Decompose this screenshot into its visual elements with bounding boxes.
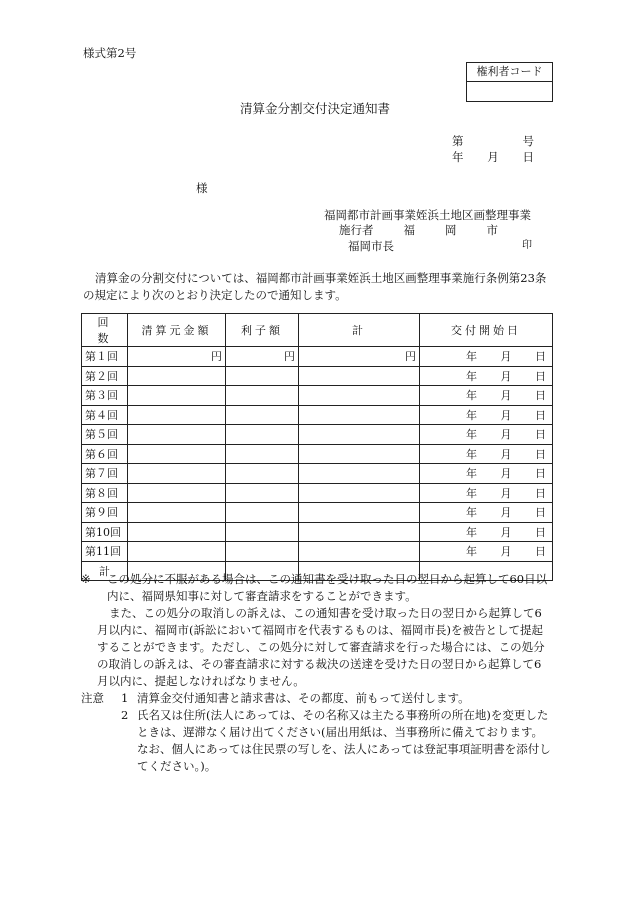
header-total: 計: [299, 314, 420, 347]
date-year: 年: [466, 525, 477, 539]
appeal-mark: ※: [81, 572, 91, 586]
installment-label: 第５回: [82, 425, 128, 445]
total-cell: [299, 405, 420, 425]
header-start-date: 交付開始日: [420, 314, 553, 347]
table-row: [82, 483, 553, 503]
installment-label: 第８回: [82, 483, 128, 503]
total-cell: [299, 503, 420, 523]
header-principal: 清算元金額: [128, 314, 226, 347]
total-cell: [299, 425, 420, 445]
table-row: [82, 366, 553, 386]
principal-cell: [128, 347, 226, 367]
start-date-cell: [420, 464, 553, 484]
total-row-label: 計: [82, 561, 128, 581]
installment-label: 第６回: [82, 444, 128, 464]
issuer-project: 福岡都市計画事業姪浜土地区画整理事業: [324, 208, 531, 222]
date-month: 月: [500, 545, 512, 559]
start-date-cell: [420, 347, 553, 367]
date-day: 日: [535, 545, 546, 559]
date-day: 日: [535, 506, 546, 520]
issue-date-month: 月: [487, 150, 499, 164]
total-cell: [299, 444, 420, 464]
total-cell: [299, 347, 420, 367]
date-year: 年: [466, 369, 477, 383]
interest-cell: [226, 503, 299, 523]
principal-cell: [128, 405, 226, 425]
principal-cell: [128, 522, 226, 542]
date-year: 年: [466, 350, 477, 364]
issuer-mayor: 福岡市長: [348, 239, 394, 253]
installment-label: 第３回: [82, 386, 128, 406]
start-date-cell: [420, 366, 553, 386]
principal-cell: [128, 366, 226, 386]
start-date-cell: [420, 522, 553, 542]
start-date-cell: [420, 483, 553, 503]
caution-label: 注意: [81, 691, 104, 705]
installment-label: 第２回: [82, 366, 128, 386]
date-month: 月: [500, 447, 512, 461]
interest-cell: [226, 386, 299, 406]
date-month: 月: [500, 389, 512, 403]
table-row: [82, 503, 553, 523]
date-day: 日: [535, 447, 546, 461]
principal-cell: [128, 464, 226, 484]
rights-holder-code-box: [466, 62, 553, 102]
interest-cell: [226, 425, 299, 445]
table-row: [82, 464, 553, 484]
principal-cell: [128, 425, 226, 445]
table-row: [82, 444, 553, 464]
principal-cell: [128, 483, 226, 503]
date-year: 年: [466, 389, 477, 403]
interest-cell: [226, 444, 299, 464]
executor-city-char: 福: [403, 223, 415, 237]
installment-label: 第10回: [82, 522, 128, 542]
interest-cell: [226, 366, 299, 386]
issue-date-year: 年: [452, 150, 464, 164]
yen-unit: 円: [284, 350, 295, 364]
date-year: 年: [466, 408, 477, 422]
total-cell: [299, 483, 420, 503]
yen-unit: 円: [211, 350, 222, 364]
principal-cell: [128, 444, 226, 464]
start-date-cell: [420, 444, 553, 464]
date-day: 日: [535, 525, 546, 539]
date-year: 年: [466, 447, 477, 461]
date-month: 月: [500, 506, 512, 520]
date-day: 日: [535, 369, 546, 383]
date-month: 月: [500, 350, 512, 364]
caution-note-1: [81, 690, 551, 707]
form-number: 様式第2号: [83, 46, 137, 60]
page-title: 清算金分割交付決定通知書: [239, 101, 390, 116]
total-cell: [299, 366, 420, 386]
interest-cell: [226, 347, 299, 367]
date-year: 年: [466, 545, 477, 559]
executor-label: 施行者: [339, 223, 374, 237]
table-row: [82, 425, 553, 445]
date-day: 日: [535, 428, 546, 442]
table-header-row: [82, 314, 553, 347]
caution-number: 1: [121, 691, 129, 705]
rights-holder-code-value: [467, 82, 552, 101]
table-row: [82, 542, 553, 562]
rights-holder-code-label: 権利者コード: [467, 63, 552, 82]
total-cell: [299, 386, 420, 406]
table-row: [82, 386, 553, 406]
appeal-text-1: この処分に不服がある場合は、この通知書を受け取った日の翌日から起算して60日以内に、福岡県知事に対して審査請求をすることができます。: [107, 572, 548, 603]
start-date-cell: [420, 405, 553, 425]
addressee-honorific: 様: [196, 181, 208, 195]
installment-label: 第１回: [82, 347, 128, 367]
doc-number-dai: 第: [452, 134, 464, 148]
table-row: [82, 522, 553, 542]
caution-text-1: 清算金交付通知書と請求書は、その都度、前もって送付します。: [137, 691, 470, 705]
table-row: [82, 347, 553, 367]
document-number: [452, 135, 534, 149]
date-year: 年: [466, 506, 477, 520]
appeal-note-2: [81, 605, 551, 690]
header-installment: 回 数: [82, 314, 128, 347]
principal-cell: [128, 386, 226, 406]
issuer-executor: [339, 224, 498, 238]
executor-city-char: 岡: [445, 223, 457, 237]
start-date-cell: [420, 425, 553, 445]
doc-number-go: 号: [522, 134, 534, 148]
interest-cell: [226, 522, 299, 542]
date-year: 年: [466, 467, 477, 481]
installment-label: 第11回: [82, 542, 128, 562]
interest-cell: [226, 464, 299, 484]
date-month: 月: [500, 428, 512, 442]
seal-mark: 印: [522, 240, 532, 251]
body-paragraph: [83, 270, 553, 304]
table-row: [82, 405, 553, 425]
installment-label: 第７回: [82, 464, 128, 484]
issue-date: [452, 151, 534, 165]
date-month: 月: [500, 369, 512, 383]
date-month: 月: [500, 525, 512, 539]
date-day: 日: [535, 467, 546, 481]
executor-city-char: 市: [486, 223, 498, 237]
total-cell: [299, 542, 420, 562]
total-cell: [299, 464, 420, 484]
principal-cell: [128, 503, 226, 523]
notes-section: [81, 571, 551, 775]
appeal-note-1: [81, 571, 551, 605]
date-month: 月: [500, 467, 512, 481]
start-date-cell: [420, 542, 553, 562]
interest-cell: [226, 542, 299, 562]
date-year: 年: [466, 428, 477, 442]
date-month: 月: [500, 486, 512, 500]
appeal-text-2: また、この処分の取消しの訴えは、この通知書を受け取った日の翌日から起算して6月以内に、福岡市(訴訟において福岡市を代表するものは、福岡市長)を被告として提起することができます。ただし、この処分に対して審査請求を行った場合には、この処分の取消しの訴えは、その審査請求に対する裁決の送達を受けた日の翌日から起算して6月以内に、提起しなければなりません。: [97, 606, 545, 688]
installment-label: 第４回: [82, 405, 128, 425]
interest-cell: [226, 405, 299, 425]
date-year: 年: [466, 486, 477, 500]
start-date-cell: [420, 503, 553, 523]
installment-schedule-table: [81, 313, 553, 581]
interest-cell: [226, 483, 299, 503]
date-day: 日: [535, 486, 546, 500]
principal-cell: [128, 542, 226, 562]
yen-unit: 円: [405, 350, 416, 364]
issue-date-day: 日: [522, 150, 534, 164]
header-interest: 利子額: [226, 314, 299, 347]
caution-text-2: 氏名又は住所(法人にあっては、その名称又は主たる事務所の所在地)を変更したときは、遅滞なく届け出てください(届出用紙は、当事務所に備えております。なお、個人にあっては住民票の写しを、法人にあっては登記事項証明書を添付してください。)。: [137, 708, 551, 773]
date-day: 日: [535, 408, 546, 422]
body-text: 清算金の分割交付については、福岡都市計画事業姪浜土地区画整理事業施行条例第23条の規定により次のとおり決定したので通知します。: [83, 271, 547, 302]
total-cell: [299, 522, 420, 542]
caution-note-2: [81, 707, 551, 775]
caution-number: 2: [121, 708, 129, 722]
date-day: 日: [535, 389, 546, 403]
installment-label: 第９回: [82, 503, 128, 523]
date-month: 月: [500, 408, 512, 422]
date-day: 日: [535, 350, 546, 364]
start-date-cell: [420, 386, 553, 406]
